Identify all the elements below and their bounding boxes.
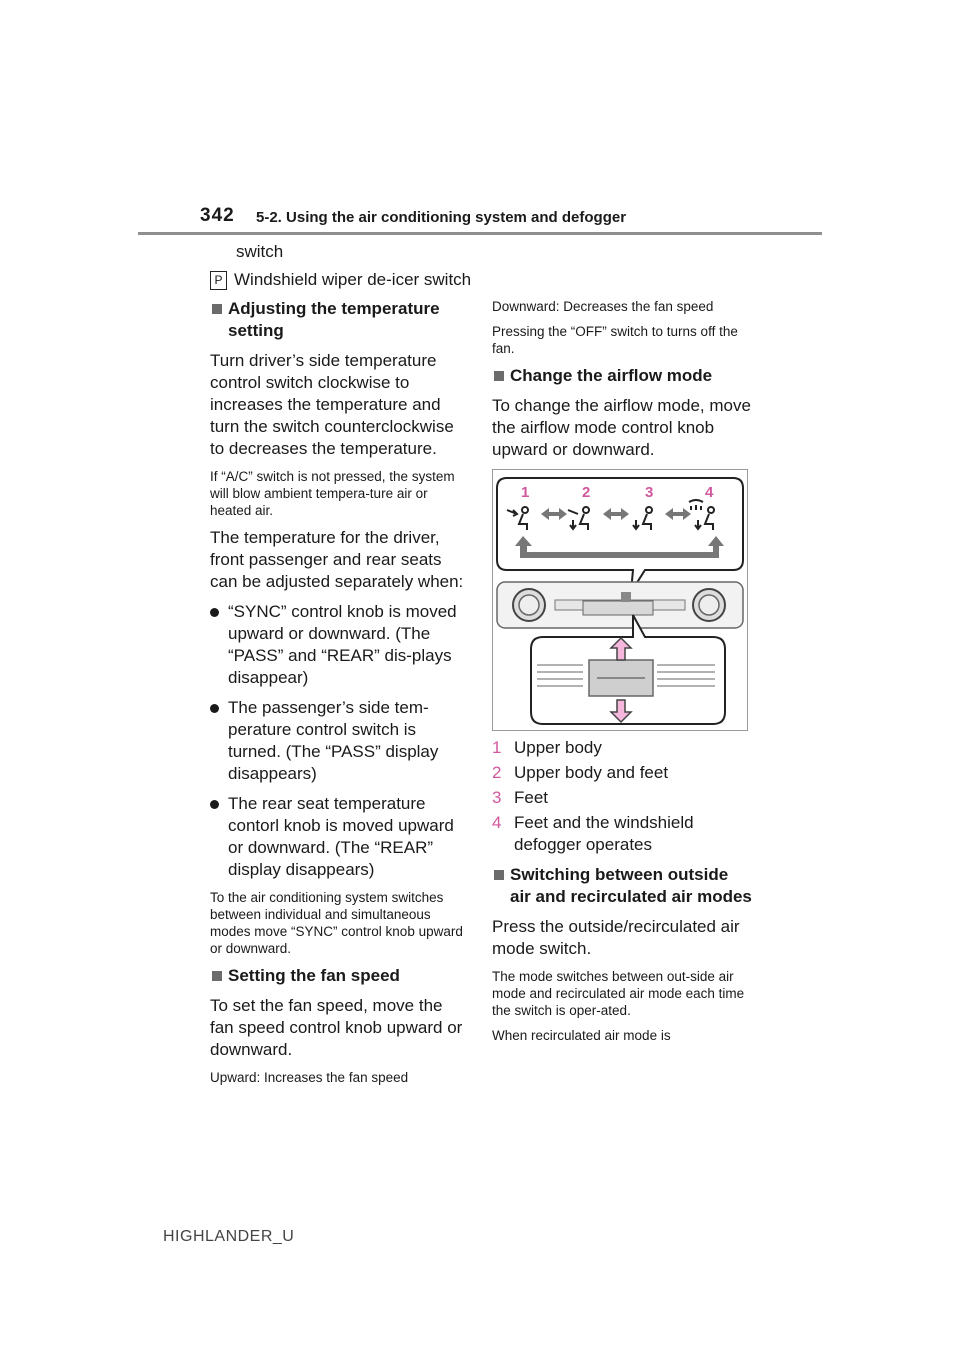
- footer-model: HIGHLANDER_U: [163, 1228, 295, 1245]
- sync-note: To the air conditioning system switches between individual and simultaneous modes move “SYNC” control knob upward or downward.: [210, 890, 463, 956]
- airflow-body: To change the airflow mode, move the airflow mode control knob upward or downward.: [492, 396, 751, 459]
- temp-note: If “A/C” switch is not pressed, the system will blow ambient tempera-ture air or heated air.: [210, 469, 455, 518]
- button-row: [583, 601, 653, 615]
- fan-body: To set the fan speed, move the fan speed control knob upward or downward.: [210, 996, 463, 1059]
- fan-up-note: Upward: Increases the fan speed: [210, 1070, 409, 1085]
- right-column: [492, 298, 752, 1052]
- mode-text-1: Upper body: [514, 738, 602, 757]
- mode-num-4: 4: [492, 813, 502, 832]
- mode-label-2: 2: [582, 484, 591, 501]
- left-knob-inner: [519, 595, 539, 615]
- recirc-heading: Switching between outside air and recirculated air modes: [492, 864, 752, 908]
- mode-text-4: Feet and the windshield defogger operates: [514, 813, 694, 854]
- mode-label-1: 1: [521, 484, 530, 501]
- mode-label-4: 4: [705, 484, 714, 501]
- airflow-diagram: [492, 469, 748, 731]
- mode-label-3: 3: [645, 484, 654, 501]
- item-p-label: P: [210, 271, 227, 290]
- bullet-rear: The rear seat temperature contorl knob is moved upward or downward. (The “REAR” display disappears): [210, 793, 470, 881]
- airflow-heading: Change the airflow mode: [492, 365, 752, 387]
- header-divider: [138, 232, 822, 235]
- mode-num-3: 3: [492, 788, 502, 807]
- mode-num-2: 2: [492, 763, 502, 782]
- recirc-body: Press the outside/recirculated air mode switch.: [492, 917, 740, 958]
- mode-num-1: 1: [492, 738, 502, 757]
- fan-down-note: Downward: Decreases the fan speed: [492, 299, 714, 314]
- mode-item-1: [492, 737, 752, 759]
- recirc-note-continued: When recirculated air mode is: [492, 1028, 671, 1043]
- separate-body: The temperature for the driver, front passenger and rear seats can be adjusted separately when:: [210, 528, 464, 591]
- section-title: 5-2. Using the air conditioning system and defogger: [256, 209, 627, 226]
- airflow-knob-marker: [621, 592, 631, 602]
- fan-heading: Setting the fan speed: [210, 965, 470, 987]
- left-column: [210, 298, 470, 1094]
- recirc-note: The mode switches between out-side air mode and recirculated air mode each time the switch is oper-ated.: [492, 969, 745, 1018]
- airflow-diagram-svg: [493, 470, 747, 730]
- bullet-sync: “SYNC” control knob is moved upward or downward. (The “PASS” and “REAR” dis-plays disappear): [210, 601, 470, 689]
- continued-text: switch: [236, 242, 284, 261]
- mode-item-4: [492, 812, 752, 856]
- temp-body: Turn driver’s side temperature control switch clockwise to increases the temperature and turn the switch counterclockwise to decreases the temperature.: [210, 351, 454, 458]
- mode-item-2: [492, 762, 752, 784]
- fan-off-note: Pressing the “OFF” switch to turns off the fan.: [492, 324, 738, 356]
- mode-item-3: [492, 787, 752, 809]
- item-p-text: Windshield wiper de-icer switch: [234, 270, 472, 289]
- page-number: 342: [200, 205, 235, 226]
- right-knob-inner: [699, 595, 719, 615]
- item-p: [210, 270, 471, 290]
- mode-text-3: Feet: [514, 788, 549, 807]
- mode-text-2: Upper body and feet: [514, 763, 669, 782]
- temp-heading: Adjusting the temperature setting: [210, 298, 470, 342]
- bullet-passenger: The passenger’s side tem-perature control switch is turned. (The “PASS” display disappears): [210, 697, 470, 785]
